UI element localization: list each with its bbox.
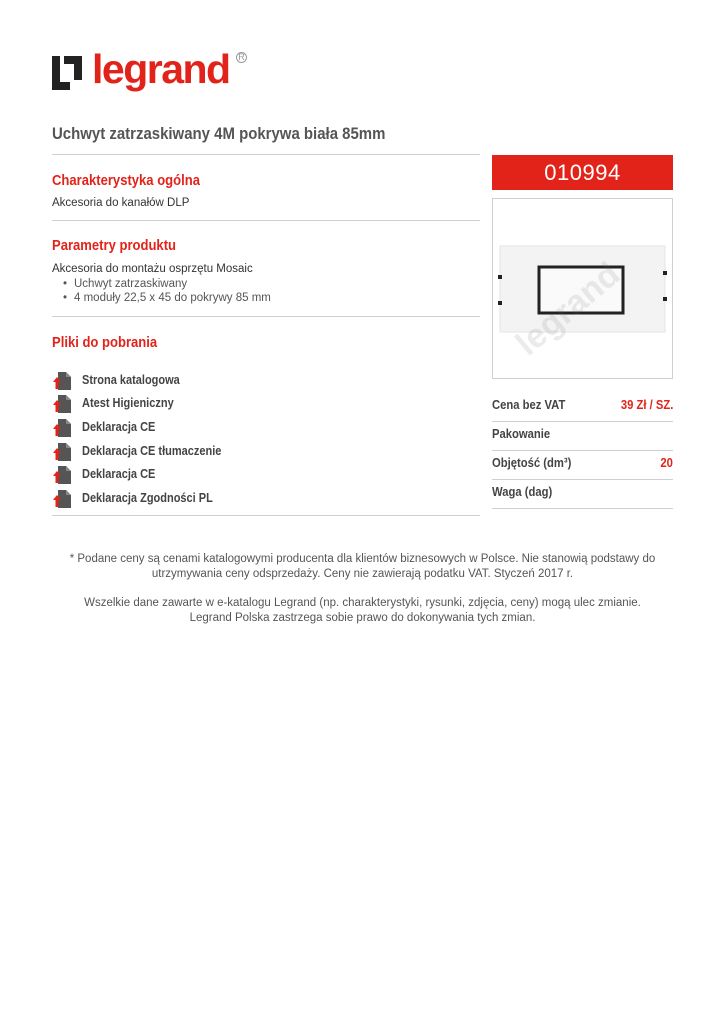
footnote-line: utrzymywania ceny odsprzedaży. Ceny nie zawierają podatku VAT. Styczeń 2017 r. [151, 568, 574, 580]
page-title: Uchwyt zatrzaskiwany 4M pokrywa biała 85mm [52, 124, 386, 143]
spec-label: Waga (dag) [492, 485, 553, 499]
product-image [492, 198, 673, 379]
download-label: Deklaracja CE [82, 420, 156, 434]
params-heading: Parametry produktu [52, 238, 177, 254]
download-label: Strona katalogowa [82, 373, 180, 387]
downloads-heading: Pliki do pobrania [52, 335, 158, 351]
spec-label: Cena bez VAT [492, 398, 566, 412]
legrand-logo [52, 46, 252, 104]
spec-row-price [492, 392, 673, 422]
download-icon [52, 442, 72, 462]
params-bullet: • 4 moduły 22,5 x 45 do pokrywy 85 mm [64, 292, 271, 304]
general-heading: Charakterystyka ogólna [52, 173, 200, 189]
download-icon [52, 489, 72, 509]
registered-mark: R [236, 52, 247, 63]
price-disclaimer [60, 552, 665, 582]
params-intro: Akcesoria do montażu osprzętu Mosaic [52, 263, 253, 275]
general-text: Akcesoria do kanałów DLP [52, 197, 190, 209]
spec-row-weight [492, 479, 673, 509]
params-bullet: • Uchwyt zatrzaskiwany [64, 278, 187, 290]
brand-wordmark: legrand [92, 46, 230, 92]
product-code: 010994 [544, 160, 621, 185]
spec-row-volume [492, 450, 673, 480]
spec-row-packaging [492, 421, 673, 451]
spec-value: 20 [660, 456, 673, 470]
download-label: Deklaracja CE tłumaczenie [82, 444, 222, 458]
download-label: Deklaracja CE [82, 467, 156, 481]
footnote-line: Wszelkie dane zawarte w e-katalogu Legrand (np. charakterystyki, rysunki, zdjęcia, ceny) mogą ulec zmianie. [84, 597, 641, 609]
download-icon [52, 371, 72, 391]
download-label: Atest Higieniczny [82, 396, 174, 410]
download-label: Deklaracja Zgodności PL [82, 491, 213, 505]
watermark-text: legrand [508, 255, 628, 364]
data-disclaimer [60, 596, 665, 626]
spec-label: Objętość (dm³) [492, 456, 572, 470]
download-icon [52, 394, 72, 414]
legrand-mark-icon [52, 56, 82, 90]
download-icon [52, 465, 72, 485]
divider [52, 316, 480, 317]
product-code-badge [492, 155, 673, 190]
divider [52, 515, 480, 516]
spec-value: 39 Zł / SZ. [620, 398, 673, 412]
product-photo [493, 199, 672, 378]
divider [52, 220, 480, 221]
divider [52, 154, 480, 155]
spec-label: Pakowanie [492, 427, 551, 441]
footnote-line: * Podane ceny są cenami katalogowymi producenta dla klientów biznesowych w Polsce. Nie stanowią podstawy do [69, 553, 656, 565]
footnote-line: Legrand Polska zastrzega sobie prawo do dokonywania tych zmian. [189, 612, 536, 624]
download-icon [52, 418, 72, 438]
